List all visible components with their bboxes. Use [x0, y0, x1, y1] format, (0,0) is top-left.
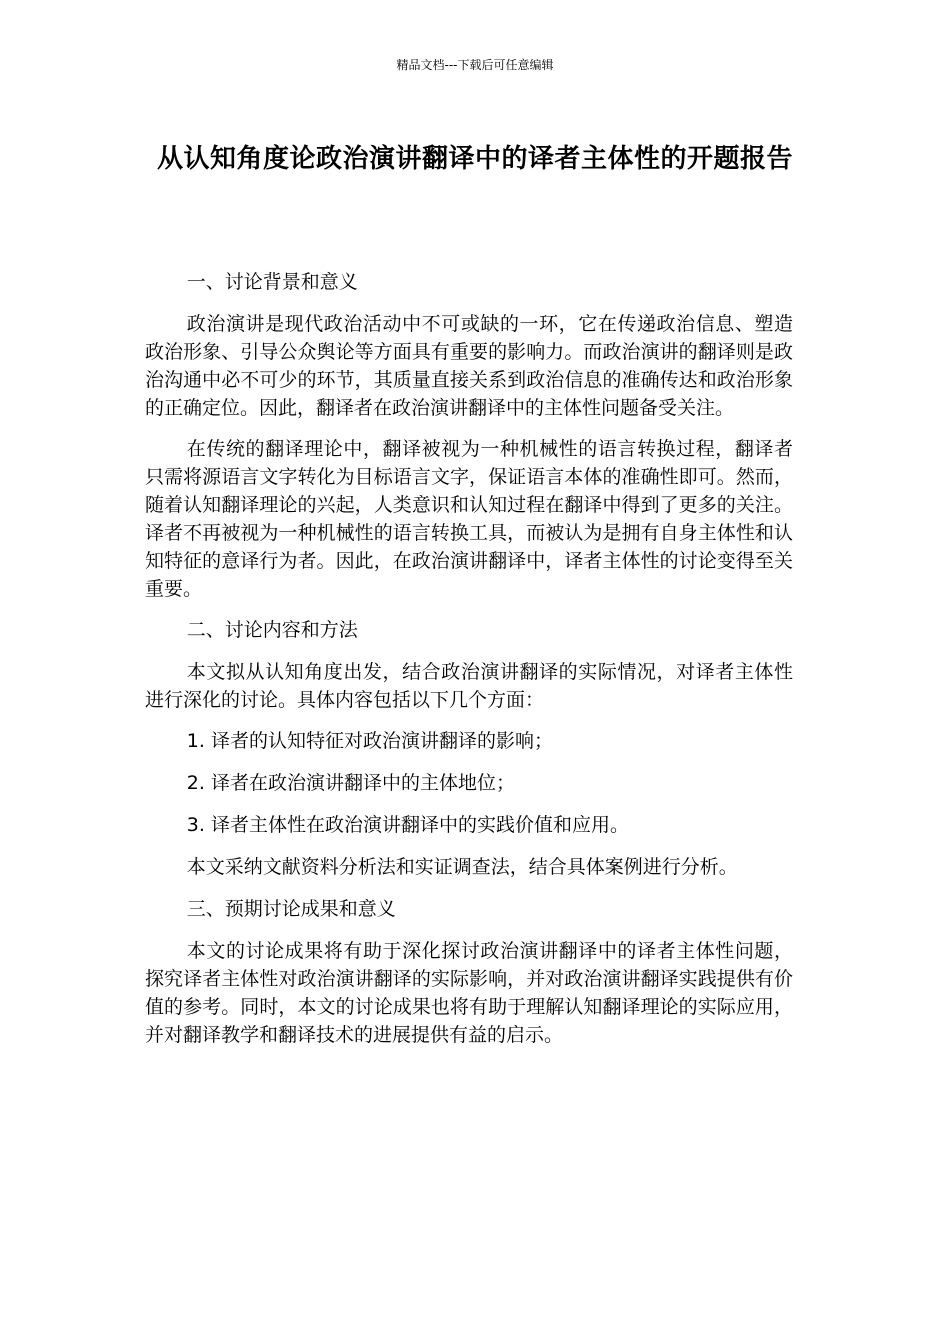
section-content-method	[145, 616, 793, 881]
section-heading: 一、讨论背景和意义	[186, 271, 358, 293]
section-expected-results	[145, 895, 793, 1049]
body-paragraph: 本文的讨论成果将有助于深化探讨政治演讲翻译中的译者主体性问题，探究译者主体性对政治演讲翻译的实际影响，并对政治演讲翻译实践提供有价值的参考。同时，本文的讨论成果也将有助于理解认知翻译理论的实际应用，并对翻译教学和翻译技术的进展提供有益的启示。	[145, 940, 793, 1046]
list-item: 2. 译者在政治演讲翻译中的主体地位；	[186, 772, 515, 794]
body-paragraph: 本文采纳文献资料分析法和实证调查法，结合具体案例进行分析。	[186, 856, 738, 878]
body-paragraph: 本文拟从认知角度出发，结合政治演讲翻译的实际情况，对译者主体性进行深化的讨论。具体内容包括以下几个方面：	[145, 661, 793, 711]
section-background	[145, 268, 793, 603]
section-heading: 二、讨论内容和方法	[186, 619, 358, 641]
page-header: 精品文档---下载后可任意编辑	[396, 58, 554, 72]
document-title: 从认知角度论政治演讲翻译中的译者主体性的开题报告	[156, 144, 793, 174]
document-body	[145, 268, 793, 1062]
body-paragraph: 政治演讲是现代政治活动中不可或缺的一环，它在传递政治信息、塑造政治形象、引导公众舆论等方面具有重要的影响力。而政治演讲的翻译则是政治沟通中必不可少的环节，其质量直接关系到政治信息的准确传达和政治形象的正确定位。因此，翻译者在政治演讲翻译中的主体性问题备受关注。	[145, 313, 793, 419]
section-heading: 三、预期讨论成果和意义	[186, 898, 396, 920]
list-item: 1. 译者的认知特征对政治演讲翻译的影响；	[186, 730, 553, 752]
list-item: 3. 译者主体性在政治演讲翻译中的实践价值和应用。	[186, 814, 629, 836]
body-paragraph: 在传统的翻译理论中，翻译被视为一种机械性的语言转换过程，翻译者只需将源语言文字转化为目标语言文字，保证语言本体的准确性即可。然而，随着认知翻译理论的兴起，人类意识和认知过程在翻译中得到了更多的关注。译者不再被视为一种机械性的语言转换工具，而被认为是拥有自身主体性和认知特征的意译行为者。因此，在政治演讲翻译中，译者主体性的讨论变得至关重要。	[145, 438, 793, 600]
